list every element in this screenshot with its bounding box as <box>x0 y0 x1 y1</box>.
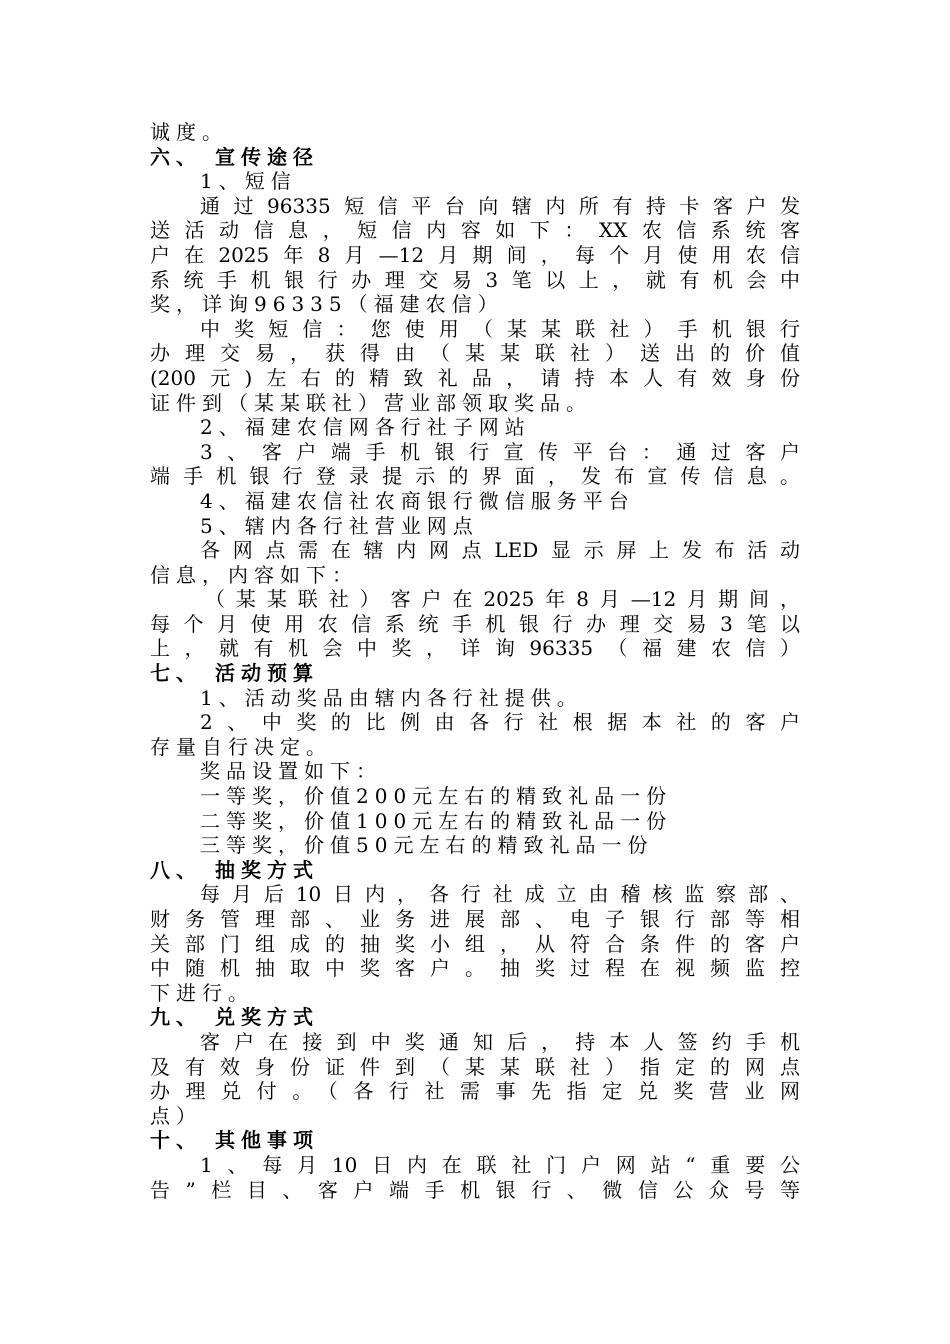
text-line: 奖，详询96335（福建农信） <box>150 292 504 317</box>
text-line: 每月后10日内，各行社成立由稽核监察部、 <box>200 882 800 907</box>
text-line: 2、福建农信网各行社子网站 <box>200 415 531 440</box>
text-line: 点） <box>150 1103 202 1128</box>
section-heading: 六、 宣传途径 <box>150 144 319 169</box>
section-heading: 八、 抽奖方式 <box>150 857 319 882</box>
text-line: （某某联社）客户在2025年8月—12月期间， <box>205 587 800 612</box>
text-line: 各网点需在辖内网点LED显示屏上发布活动 <box>200 538 800 563</box>
text-line: 告”栏目、客户端手机银行、微信公众号等 <box>150 1177 800 1202</box>
text-line: 一等奖，价值200元左右的精致礼品一份 <box>200 784 673 809</box>
text-line: 证件到（某某联社）营业部领取奖品。 <box>150 390 592 415</box>
text-line: 上，就有机会中奖，详询96335（福建农信） <box>150 636 800 661</box>
text-line: 1、活动奖品由辖内各行社提供。 <box>200 685 583 710</box>
text-line: 诚度。 <box>150 120 228 144</box>
text-line: (200元)左右的精致礼品，请持本人有效身份 <box>150 365 800 390</box>
text-line: 每个月使用农信系统手机银行办理交易3笔以 <box>150 611 800 636</box>
text-line: 存量自行决定。 <box>150 734 332 759</box>
text-line: 中随机抽取中奖客户。抽奖过程在视频监控 <box>150 956 800 981</box>
text-line: 送活动信息，短信内容如下：XX农信系统客 <box>150 218 800 243</box>
document-page <box>150 120 800 1202</box>
text-line: 二等奖，价值100元左右的精致礼品一份 <box>200 808 673 833</box>
text-line: 财务管理部、业务进展部、电子银行部等相 <box>150 907 800 931</box>
section-heading: 十、 其他事项 <box>150 1128 319 1153</box>
text-line: 4、福建农信社农商银行微信服务平台 <box>200 488 635 513</box>
text-line: 1、每月10日内在联社门户网站“重要公 <box>200 1152 800 1177</box>
text-line: 系统手机银行办理交易3笔以上，就有机会中 <box>150 267 800 292</box>
text-line: 3、客户端手机银行宣传平台：通过客户 <box>200 439 800 464</box>
text-line: 关部门组成的抽奖小组，从符合条件的客户 <box>150 931 800 956</box>
text-line: 下进行。 <box>150 980 254 1005</box>
text-line: 奖品设置如下： <box>200 759 382 784</box>
text-line: 三等奖，价值50元左右的精致礼品一份 <box>200 833 654 858</box>
text-line: 5、辖内各行社营业网点 <box>200 513 479 538</box>
section-heading: 七、 活动预算 <box>150 661 319 686</box>
text-line: 2、中奖的比例由各行社根据本社的客户 <box>200 710 800 735</box>
text-line: 办理交易，获得由（某某联社）送出的价值 <box>150 341 800 366</box>
section-heading: 九、 兑奖方式 <box>150 1005 319 1030</box>
text-line: 端手机银行登录提示的界面，发布宣传信息。 <box>150 464 800 489</box>
text-line: 信息，内容如下： <box>150 562 358 587</box>
text-line: 中奖短信：您使用（某某联社）手机银行 <box>200 316 800 341</box>
text-line: 及有效身份证件到（某某联社）指定的网点 <box>150 1054 800 1079</box>
text-line: 1、短信 <box>200 169 297 194</box>
text-line: 办理兑付。（各行社需事先指定兑奖营业网 <box>150 1079 800 1104</box>
text-line: 通过96335短信平台向辖内所有持卡客户发 <box>200 193 800 218</box>
text-line: 客户在接到中奖通知后，持本人签约手机 <box>200 1029 800 1054</box>
text-line: 户在2025年8月—12月期间，每个月使用农信 <box>150 242 800 267</box>
